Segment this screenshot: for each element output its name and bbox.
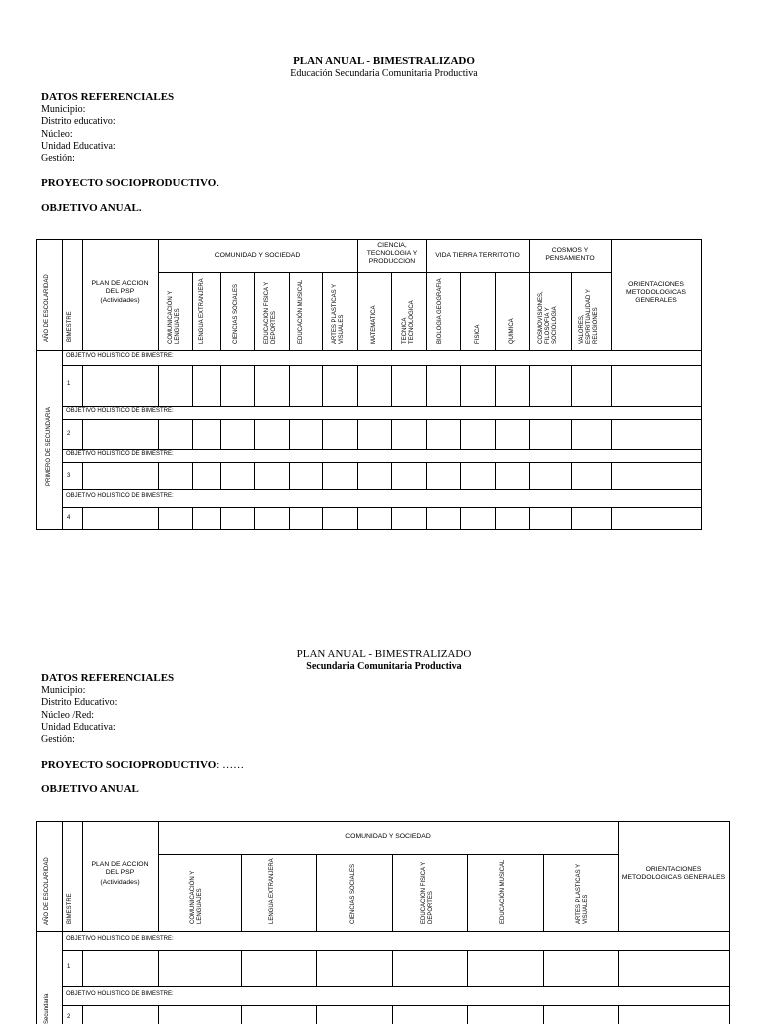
grid-line bbox=[611, 365, 612, 406]
grid-line bbox=[467, 1005, 468, 1024]
grid-line bbox=[322, 419, 323, 449]
t1-orientaciones: ORIENTACIONES METODOLOGICAS GENERALES bbox=[626, 281, 686, 304]
t1-subject-lengua: LENGUA EXTRANJERA bbox=[199, 278, 205, 344]
t1-subject-tecnica: TECNICA TECNOLOGICA bbox=[402, 300, 415, 344]
grid-line bbox=[192, 419, 193, 449]
plan2-subtitle: Secundaria Comunitaria Productiva bbox=[306, 661, 462, 672]
t1-subject-musical: EDUCACIÓN MUSICAL bbox=[298, 279, 304, 344]
field-nucleo: Núcleo: bbox=[41, 128, 73, 140]
proyecto-label: PROYECTO SOCIOPRODUCTIVO bbox=[41, 759, 217, 771]
grid-line bbox=[289, 507, 290, 529]
grid-line bbox=[391, 462, 392, 489]
t1-plan-sub: (Actividades) bbox=[100, 297, 140, 304]
grid-line bbox=[495, 507, 496, 529]
t1-bimestre-label: BIMESTRE bbox=[67, 311, 73, 342]
grid-line bbox=[426, 365, 427, 406]
t1-bimestre-4: 4 bbox=[67, 515, 71, 521]
grid-line bbox=[543, 950, 544, 986]
grid-line bbox=[611, 507, 612, 529]
grid-line bbox=[543, 1005, 544, 1024]
proyecto-suffix: : …… bbox=[216, 759, 245, 771]
t1-subject-quimica: QUIMICA bbox=[509, 318, 515, 344]
t2-anio-label: AÑO DE ESCOLARIDAD bbox=[44, 857, 50, 925]
plan2-title: PLAN ANUAL - BIMESTRALIZADO bbox=[296, 648, 472, 660]
grid-line bbox=[357, 462, 358, 489]
grid-line bbox=[529, 419, 530, 449]
t2-objetivo-row-1: OBJETIVO HOLISTICO DE BIMESTRE: bbox=[66, 936, 174, 942]
plan2-objetivo-anual: OBJETIVO ANUAL bbox=[41, 783, 139, 795]
t2-plan-label: PLAN DE ACCION DEL PSP bbox=[91, 861, 149, 876]
field-municipio: Municipio: bbox=[41, 685, 86, 696]
grid-line bbox=[529, 507, 530, 529]
grid-line bbox=[192, 462, 193, 489]
grid-line bbox=[529, 462, 530, 489]
t2-bimestre-2: 2 bbox=[67, 1014, 71, 1020]
grid-line bbox=[322, 462, 323, 489]
grid-line bbox=[158, 419, 159, 449]
t2-bimestre-1: 1 bbox=[67, 964, 71, 970]
t1-anio-label: AÑO DE ESCOLARIDAD bbox=[44, 274, 50, 342]
t1-subject-biologia: BIOLOGIA GEOGRAFIA bbox=[437, 278, 443, 344]
grid-line bbox=[158, 507, 159, 529]
grid-line bbox=[495, 365, 496, 406]
t1-subject-sociales: CIENCIAS SOCIALES bbox=[233, 283, 239, 344]
plan1-fields bbox=[41, 104, 116, 165]
field-gestion: Gestión: bbox=[41, 734, 75, 746]
grid-line bbox=[158, 365, 159, 406]
t1-year-label: PRIMERO DE SECUNDARIA bbox=[46, 406, 52, 486]
grid-line bbox=[220, 419, 221, 449]
grid-line bbox=[220, 365, 221, 406]
field-nucleo-red: Núcleo /Red: bbox=[41, 709, 95, 721]
grid-line bbox=[460, 419, 461, 449]
grid-line bbox=[426, 419, 427, 449]
field-unidad: Unidad Educativa: bbox=[41, 721, 116, 733]
t1-bimestre-1: 1 bbox=[67, 381, 71, 387]
grid-line bbox=[289, 419, 290, 449]
grid-line bbox=[254, 507, 255, 529]
t1-subject-artes: ARTES PLASTICAS Y VISUALES bbox=[332, 283, 345, 344]
grid-line bbox=[611, 419, 612, 449]
t1-subject-matematica: MATEMATICA bbox=[371, 305, 377, 344]
grid-line bbox=[426, 462, 427, 489]
grid-line bbox=[571, 419, 572, 449]
grid-line bbox=[289, 365, 290, 406]
grid-line bbox=[357, 507, 358, 529]
grid-line bbox=[460, 507, 461, 529]
field-unidad: Unidad Educativa: bbox=[41, 140, 116, 152]
t1-subject-fisica: FISICA bbox=[475, 324, 481, 344]
t1-group-cosmos: COSMOS Y PENSAMIENTO bbox=[545, 247, 595, 262]
t1-bimestre-2: 2 bbox=[67, 431, 71, 437]
t1-objetivo-row-2: OBJETIVO HOLISTICO DE BIMESTRE: bbox=[66, 408, 174, 414]
grid-line bbox=[529, 365, 530, 406]
t2-group-comunidad: COMUNIDAD Y SOCIEDAD bbox=[345, 833, 431, 840]
grid-line bbox=[254, 365, 255, 406]
grid-line bbox=[322, 365, 323, 406]
plan1-subtitle: Educación Secundaria Comunitaria Productiva bbox=[290, 68, 478, 79]
grid-line bbox=[316, 950, 317, 986]
grid-line bbox=[192, 365, 193, 406]
t1-group-ciencia: CIENCIA, TECNOLOGIA Y PRODUCCION bbox=[366, 242, 418, 265]
grid-line bbox=[571, 365, 572, 406]
grid-line bbox=[391, 419, 392, 449]
field-municipio: Municipio: bbox=[41, 104, 86, 115]
grid-line bbox=[357, 419, 358, 449]
t2-subject-comunicacion: COMUNICACIÓN Y LENGUAJES bbox=[190, 870, 203, 924]
plan1-title: PLAN ANUAL - BIMESTRALIZADO bbox=[293, 55, 475, 67]
t2-subject-lengua: LENGUA EXTRANJERA bbox=[269, 858, 275, 924]
grid-line bbox=[391, 507, 392, 529]
grid-line bbox=[316, 1005, 317, 1024]
t1-subject-valores: VALORES, ESPIRITUALIDAD Y RELIGIONES bbox=[579, 289, 599, 344]
t1-objetivo-row-1: OBJETIVO HOLISTICO DE BIMESTRE: bbox=[66, 353, 174, 359]
grid-line bbox=[241, 1005, 242, 1024]
t2-subject-edfisica: EDUCACION FISICA Y DEPORTES bbox=[421, 861, 434, 924]
grid-line bbox=[611, 462, 612, 489]
plan1-proyecto bbox=[41, 177, 219, 189]
t2-objetivo-row-2: OBJETIVO HOLISTICO DE BIMESTRE: bbox=[66, 991, 174, 997]
grid-line bbox=[158, 950, 159, 986]
t1-bimestre-3: 3 bbox=[67, 473, 71, 479]
grid-line bbox=[460, 462, 461, 489]
plan1-objetivo-anual: OBJETIVO ANUAL. bbox=[41, 202, 142, 214]
proyecto-suffix: . bbox=[216, 177, 220, 189]
plan1-datos-heading: DATOS REFERENCIALES bbox=[41, 91, 175, 103]
grid-line bbox=[241, 950, 242, 986]
grid-line bbox=[618, 1005, 619, 1024]
proyecto-label: PROYECTO SOCIOPRODUCTIVO bbox=[41, 177, 217, 189]
t2-subject-musical: EDUCACIÓN MUSICAL bbox=[500, 859, 506, 924]
t2-subject-sociales: CIENCIAS SOCIALES bbox=[350, 863, 356, 924]
field-distrito: Distrito Educativo: bbox=[41, 697, 118, 709]
plan2-proyecto bbox=[41, 759, 244, 771]
t2-orientaciones: ORIENTACIONES METODOLOGICAS GENERALES bbox=[621, 866, 726, 881]
t1-subject-cosmovisiones: COSMOVISIONES, FILOSOFIA Y SOCIOLOGIA bbox=[538, 291, 558, 344]
t2-bimestre-label: BIMESTRE bbox=[67, 893, 73, 924]
plan2-datos-heading: DATOS REFERENCIALES bbox=[41, 672, 175, 684]
t2-subject-artes: ARTES PLASTICAS Y VISUALES bbox=[576, 863, 589, 924]
grid-line bbox=[618, 950, 619, 986]
t1-subject-comunicacion: COMUNICACIÓN Y LENGUAJES bbox=[168, 290, 181, 344]
grid-line bbox=[322, 507, 323, 529]
t2-plan-sub: (Actividades) bbox=[100, 879, 140, 886]
grid-line bbox=[571, 507, 572, 529]
t1-group-comunidad: COMUNIDAD Y SOCIEDAD bbox=[214, 252, 301, 259]
grid-line bbox=[192, 507, 193, 529]
field-gestion: Gestión: bbox=[41, 153, 75, 165]
grid-line bbox=[220, 507, 221, 529]
grid-line bbox=[571, 462, 572, 489]
grid-line bbox=[495, 462, 496, 489]
t1-subject-edfisica: EDUCACION FISICA Y DEPORTES bbox=[264, 281, 277, 344]
grid-line bbox=[220, 462, 221, 489]
grid-line bbox=[391, 365, 392, 406]
plan2-fields bbox=[41, 685, 117, 746]
grid-line bbox=[467, 950, 468, 986]
grid-line bbox=[392, 1005, 393, 1024]
grid-line bbox=[158, 1005, 159, 1024]
grid-line bbox=[254, 462, 255, 489]
t2-year-label: Secundaria bbox=[44, 993, 50, 1024]
grid-line bbox=[426, 507, 427, 529]
grid-line bbox=[289, 462, 290, 489]
grid-line bbox=[254, 419, 255, 449]
grid-line bbox=[495, 419, 496, 449]
t1-plan-label: PLAN DE ACCION DEL PSP bbox=[91, 280, 149, 295]
grid-line bbox=[392, 950, 393, 986]
grid-line bbox=[460, 365, 461, 406]
t1-objetivo-row-3: OBJETIVO HOLISTICO DE BIMESTRE: bbox=[66, 451, 174, 457]
grid-line bbox=[357, 365, 358, 406]
grid-line bbox=[158, 462, 159, 489]
t1-objetivo-row-4: OBJETIVO HOLISTICO DE BIMESTRE: bbox=[66, 493, 174, 499]
field-distrito: Distrito educativo: bbox=[41, 116, 116, 128]
t1-group-vida: VIDA TIERRA TERRITOTIO bbox=[435, 252, 520, 259]
